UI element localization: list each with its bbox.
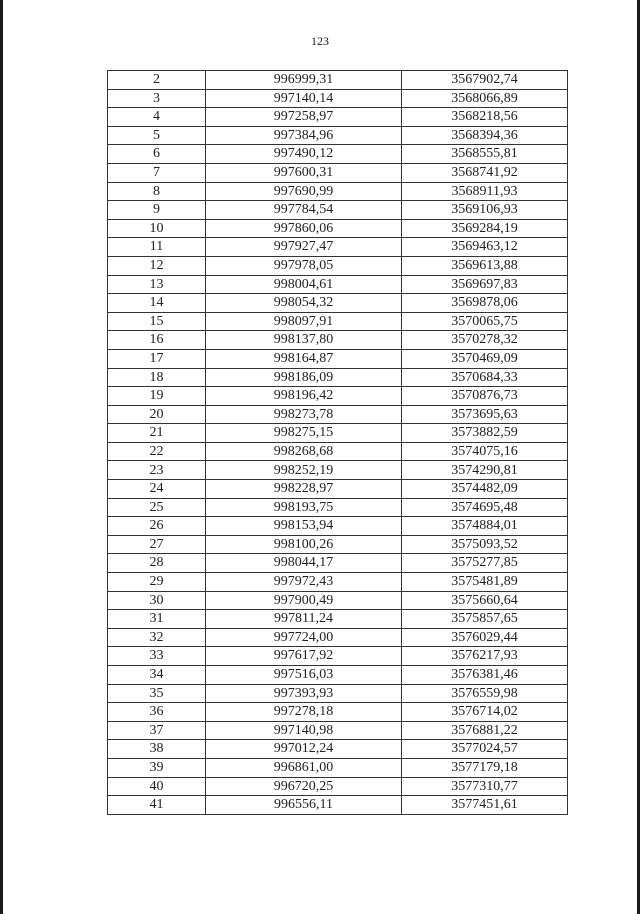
coordinates-table [107, 70, 568, 815]
point-number-cell: 14 [108, 294, 206, 313]
table-row [108, 684, 568, 703]
y-coordinate-cell: 3569106,93 [402, 201, 568, 220]
table-row [108, 256, 568, 275]
point-number-cell: 36 [108, 703, 206, 722]
table-row [108, 480, 568, 499]
x-coordinate-cell: 997617,92 [206, 647, 402, 666]
point-number-cell: 28 [108, 554, 206, 573]
x-coordinate-cell: 997978,05 [206, 256, 402, 275]
y-coordinate-cell: 3575660,64 [402, 591, 568, 610]
table-row [108, 703, 568, 722]
point-number-cell: 25 [108, 498, 206, 517]
table-row [108, 368, 568, 387]
y-coordinate-cell: 3576029,44 [402, 628, 568, 647]
y-coordinate-cell: 3575277,85 [402, 554, 568, 573]
table-row [108, 275, 568, 294]
table-row [108, 647, 568, 666]
y-coordinate-cell: 3574075,16 [402, 442, 568, 461]
table-row [108, 554, 568, 573]
x-coordinate-cell: 996556,11 [206, 796, 402, 815]
y-coordinate-cell: 3577310,77 [402, 777, 568, 796]
x-coordinate-cell: 996999,31 [206, 71, 402, 90]
table-row [108, 461, 568, 480]
point-number-cell: 16 [108, 331, 206, 350]
x-coordinate-cell: 998273,78 [206, 405, 402, 424]
point-number-cell: 41 [108, 796, 206, 815]
table-row [108, 758, 568, 777]
x-coordinate-cell: 997784,54 [206, 201, 402, 220]
table-row [108, 238, 568, 257]
y-coordinate-cell: 3577179,18 [402, 758, 568, 777]
x-coordinate-cell: 997690,99 [206, 182, 402, 201]
table-row [108, 740, 568, 759]
point-number-cell: 24 [108, 480, 206, 499]
table-row [108, 331, 568, 350]
point-number-cell: 4 [108, 108, 206, 127]
point-number-cell: 38 [108, 740, 206, 759]
x-coordinate-cell: 997516,03 [206, 666, 402, 685]
x-coordinate-cell: 998054,32 [206, 294, 402, 313]
x-coordinate-cell: 997384,96 [206, 126, 402, 145]
table-row [108, 349, 568, 368]
y-coordinate-cell: 3576714,02 [402, 703, 568, 722]
y-coordinate-cell: 3575481,89 [402, 573, 568, 592]
y-coordinate-cell: 3577024,57 [402, 740, 568, 759]
point-number-cell: 10 [108, 219, 206, 238]
y-coordinate-cell: 3570469,09 [402, 349, 568, 368]
point-number-cell: 6 [108, 145, 206, 164]
y-coordinate-cell: 3568066,89 [402, 89, 568, 108]
x-coordinate-cell: 997811,24 [206, 610, 402, 629]
point-number-cell: 29 [108, 573, 206, 592]
point-number-cell: 34 [108, 666, 206, 685]
y-coordinate-cell: 3576559,98 [402, 684, 568, 703]
table-row [108, 294, 568, 313]
x-coordinate-cell: 998196,42 [206, 387, 402, 406]
x-coordinate-cell: 997393,93 [206, 684, 402, 703]
y-coordinate-cell: 3568911,93 [402, 182, 568, 201]
document-page [3, 0, 637, 914]
point-number-cell: 18 [108, 368, 206, 387]
y-coordinate-cell: 3574482,09 [402, 480, 568, 499]
x-coordinate-cell: 997900,49 [206, 591, 402, 610]
page-number: 123 [311, 34, 329, 48]
point-number-cell: 37 [108, 721, 206, 740]
table-row [108, 71, 568, 90]
x-coordinate-cell: 998268,68 [206, 442, 402, 461]
x-coordinate-cell: 996720,25 [206, 777, 402, 796]
table-row [108, 610, 568, 629]
x-coordinate-cell: 998193,75 [206, 498, 402, 517]
table-row [108, 126, 568, 145]
y-coordinate-cell: 3569878,06 [402, 294, 568, 313]
point-number-cell: 5 [108, 126, 206, 145]
point-number-cell: 19 [108, 387, 206, 406]
y-coordinate-cell: 3569697,83 [402, 275, 568, 294]
x-coordinate-cell: 997012,24 [206, 740, 402, 759]
point-number-cell: 22 [108, 442, 206, 461]
x-coordinate-cell: 998153,94 [206, 517, 402, 536]
point-number-cell: 40 [108, 777, 206, 796]
point-number-cell: 7 [108, 163, 206, 182]
table-row [108, 573, 568, 592]
y-coordinate-cell: 3575093,52 [402, 535, 568, 554]
point-number-cell: 23 [108, 461, 206, 480]
x-coordinate-cell: 997140,98 [206, 721, 402, 740]
point-number-cell: 27 [108, 535, 206, 554]
x-coordinate-cell: 997972,43 [206, 573, 402, 592]
x-coordinate-cell: 998097,91 [206, 312, 402, 331]
table-row [108, 219, 568, 238]
x-coordinate-cell: 998186,09 [206, 368, 402, 387]
point-number-cell: 30 [108, 591, 206, 610]
x-coordinate-cell: 997140,14 [206, 89, 402, 108]
y-coordinate-cell: 3570876,73 [402, 387, 568, 406]
point-number-cell: 33 [108, 647, 206, 666]
y-coordinate-cell: 3576381,46 [402, 666, 568, 685]
x-coordinate-cell: 996861,00 [206, 758, 402, 777]
table-row [108, 721, 568, 740]
y-coordinate-cell: 3567902,74 [402, 71, 568, 90]
table-row [108, 89, 568, 108]
y-coordinate-cell: 3568218,56 [402, 108, 568, 127]
point-number-cell: 17 [108, 349, 206, 368]
point-number-cell: 8 [108, 182, 206, 201]
y-coordinate-cell: 3575857,65 [402, 610, 568, 629]
table-row [108, 405, 568, 424]
point-number-cell: 35 [108, 684, 206, 703]
x-coordinate-cell: 997600,31 [206, 163, 402, 182]
point-number-cell: 15 [108, 312, 206, 331]
table-row [108, 163, 568, 182]
y-coordinate-cell: 3568555,81 [402, 145, 568, 164]
y-coordinate-cell: 3569284,19 [402, 219, 568, 238]
table-row [108, 517, 568, 536]
x-coordinate-cell: 997278,18 [206, 703, 402, 722]
y-coordinate-cell: 3570065,75 [402, 312, 568, 331]
x-coordinate-cell: 997724,00 [206, 628, 402, 647]
table-row [108, 628, 568, 647]
table-row [108, 777, 568, 796]
y-coordinate-cell: 3569463,12 [402, 238, 568, 257]
table-row [108, 182, 568, 201]
y-coordinate-cell: 3568394,36 [402, 126, 568, 145]
point-number-cell: 12 [108, 256, 206, 275]
table-row [108, 796, 568, 815]
x-coordinate-cell: 997490,12 [206, 145, 402, 164]
table-row [108, 387, 568, 406]
x-coordinate-cell: 998004,61 [206, 275, 402, 294]
point-number-cell: 26 [108, 517, 206, 536]
y-coordinate-cell: 3576881,22 [402, 721, 568, 740]
table-row [108, 145, 568, 164]
x-coordinate-cell: 998252,19 [206, 461, 402, 480]
y-coordinate-cell: 3574884,01 [402, 517, 568, 536]
y-coordinate-cell: 3570278,32 [402, 331, 568, 350]
y-coordinate-cell: 3573882,59 [402, 424, 568, 443]
table-row [108, 442, 568, 461]
y-coordinate-cell: 3574695,48 [402, 498, 568, 517]
y-coordinate-cell: 3576217,93 [402, 647, 568, 666]
x-coordinate-cell: 997860,06 [206, 219, 402, 238]
point-number-cell: 32 [108, 628, 206, 647]
x-coordinate-cell: 998228,97 [206, 480, 402, 499]
table-row [108, 108, 568, 127]
table-row [108, 424, 568, 443]
point-number-cell: 13 [108, 275, 206, 294]
point-number-cell: 2 [108, 71, 206, 90]
x-coordinate-cell: 998275,15 [206, 424, 402, 443]
point-number-cell: 20 [108, 405, 206, 424]
x-coordinate-cell: 997258,97 [206, 108, 402, 127]
x-coordinate-cell: 998137,80 [206, 331, 402, 350]
point-number-cell: 21 [108, 424, 206, 443]
point-number-cell: 39 [108, 758, 206, 777]
y-coordinate-cell: 3574290,81 [402, 461, 568, 480]
x-coordinate-cell: 998100,26 [206, 535, 402, 554]
table-row [108, 591, 568, 610]
y-coordinate-cell: 3568741,92 [402, 163, 568, 182]
x-coordinate-cell: 998164,87 [206, 349, 402, 368]
table-row [108, 312, 568, 331]
coordinates-table-body [108, 71, 568, 815]
x-coordinate-cell: 998044,17 [206, 554, 402, 573]
point-number-cell: 11 [108, 238, 206, 257]
table-row [108, 201, 568, 220]
table-row [108, 498, 568, 517]
table-row [108, 535, 568, 554]
point-number-cell: 31 [108, 610, 206, 629]
point-number-cell: 3 [108, 89, 206, 108]
y-coordinate-cell: 3577451,61 [402, 796, 568, 815]
y-coordinate-cell: 3570684,33 [402, 368, 568, 387]
y-coordinate-cell: 3569613,88 [402, 256, 568, 275]
x-coordinate-cell: 997927,47 [206, 238, 402, 257]
point-number-cell: 9 [108, 201, 206, 220]
y-coordinate-cell: 3573695,63 [402, 405, 568, 424]
table-row [108, 666, 568, 685]
